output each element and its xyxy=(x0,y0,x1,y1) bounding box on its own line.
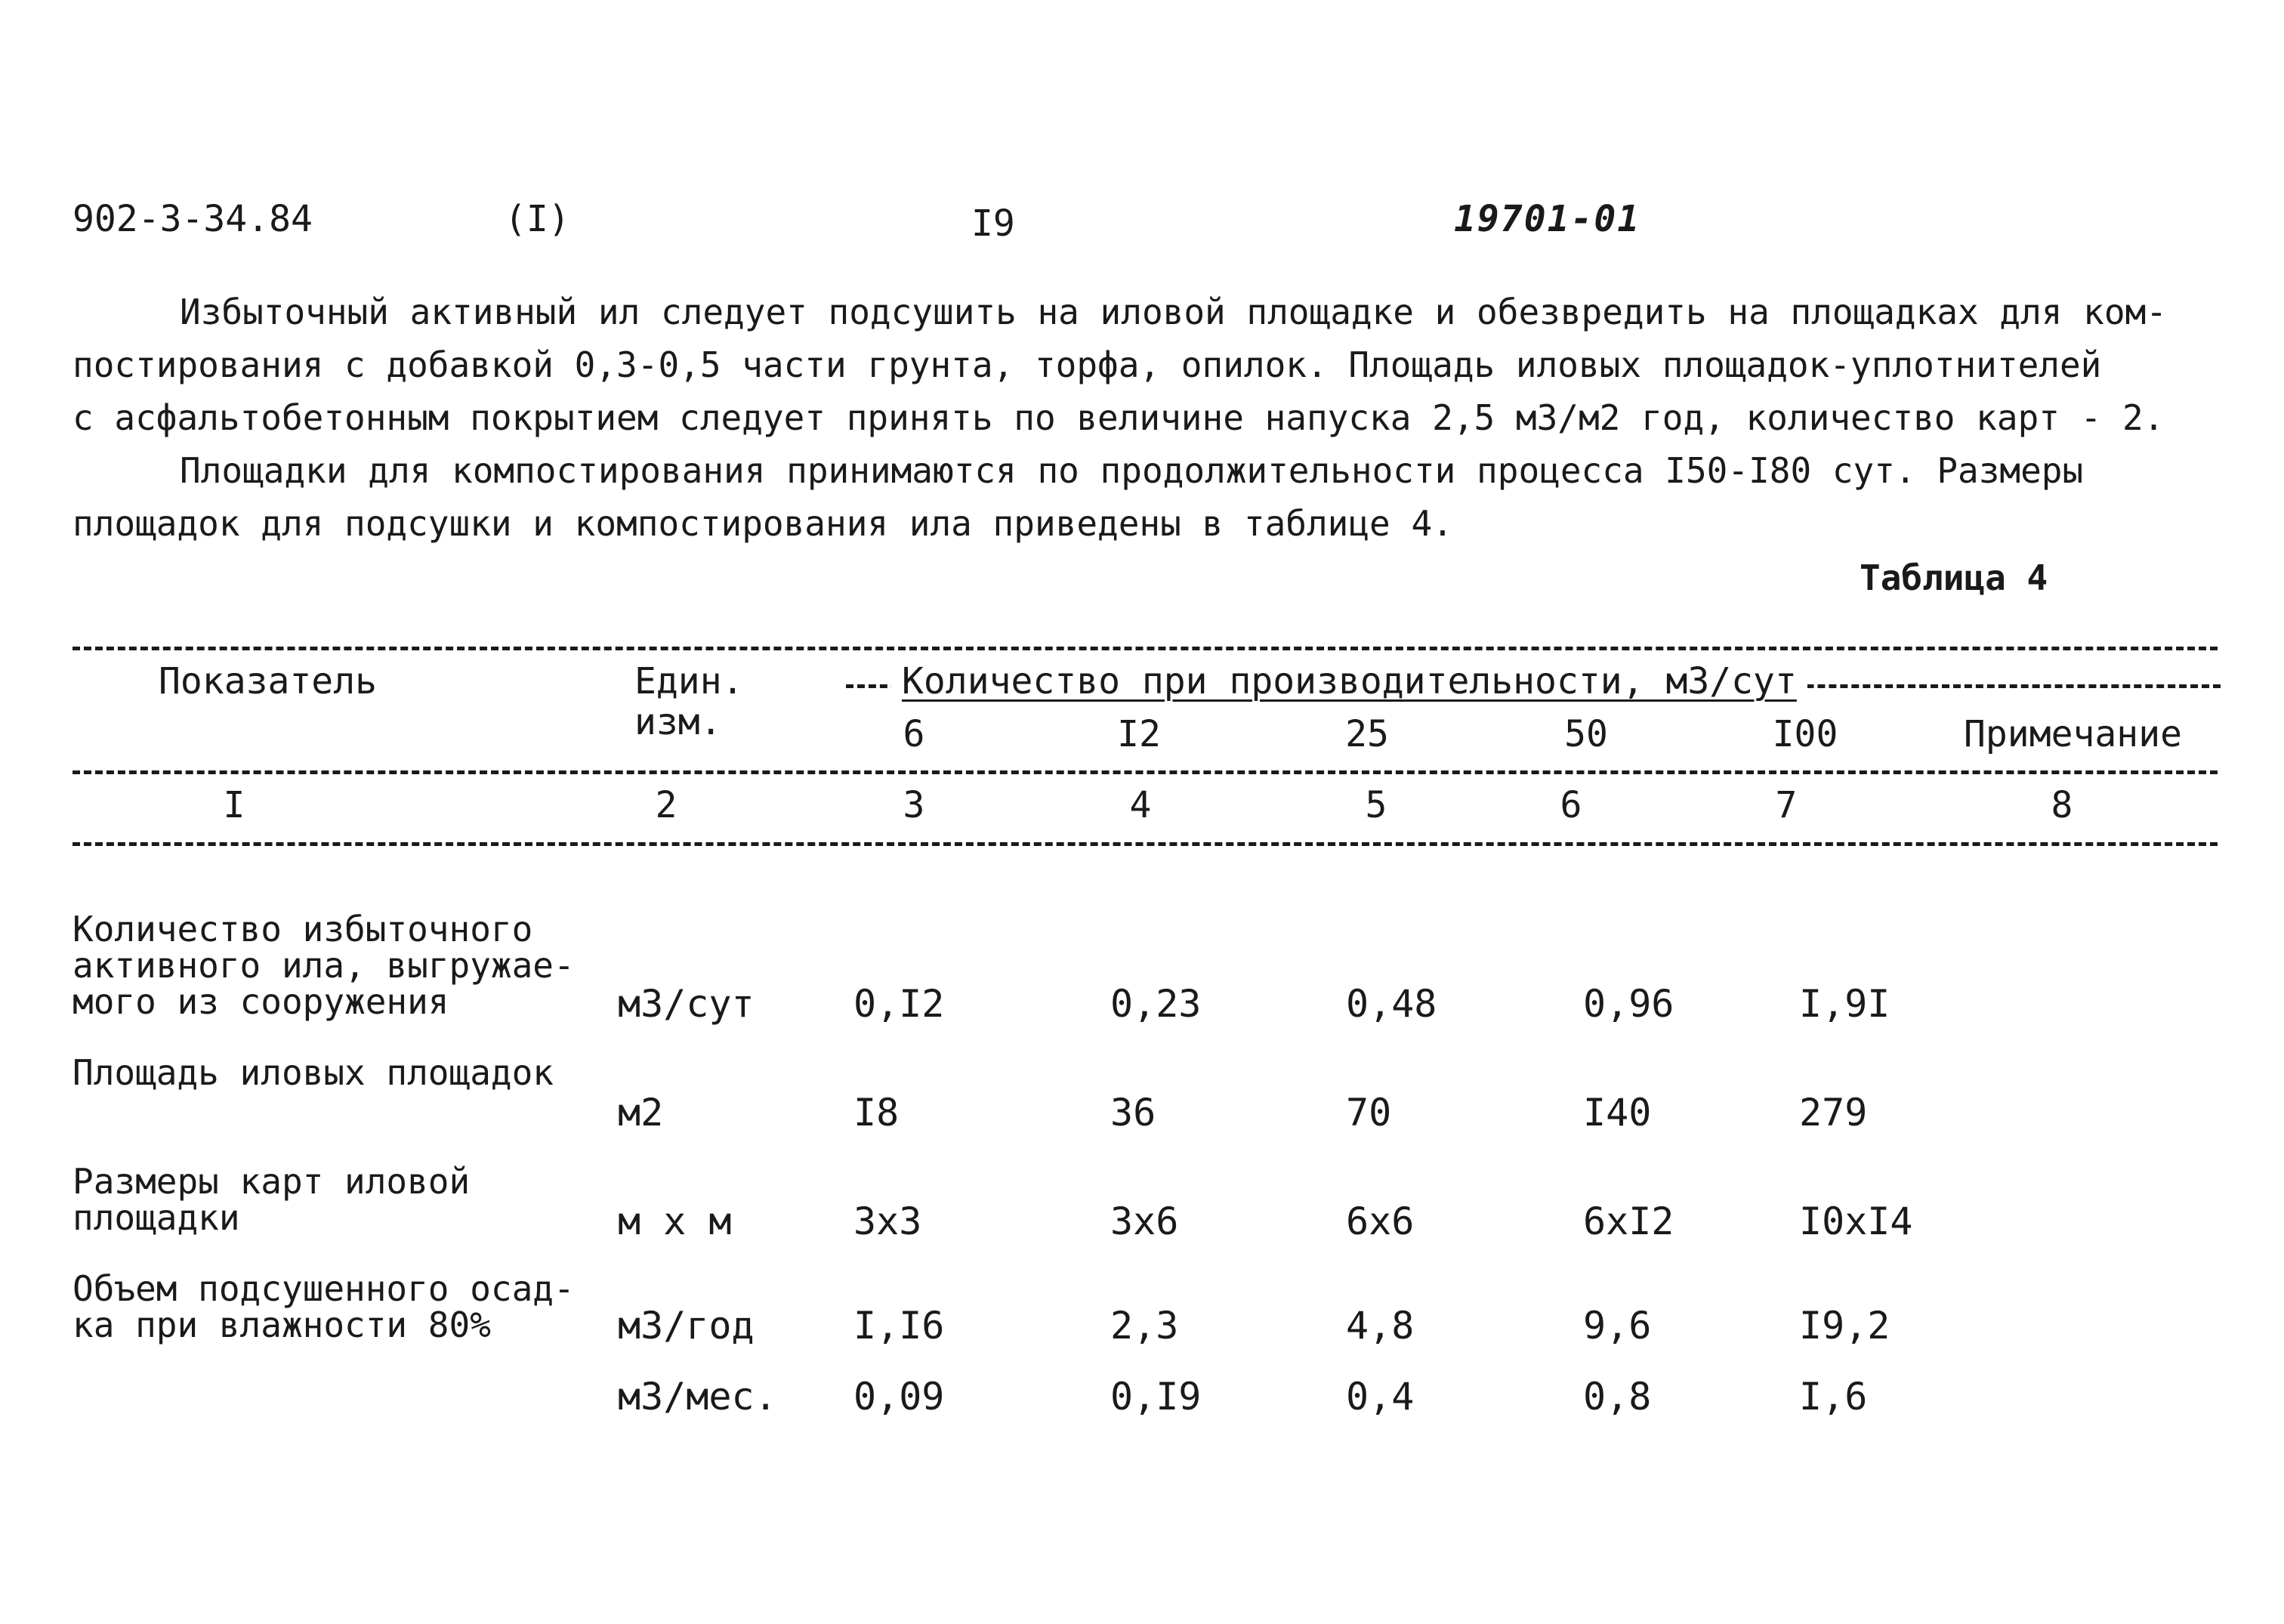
header-capacity-100: I00 xyxy=(1772,713,1838,755)
table-top-rule xyxy=(73,647,2218,650)
row-unit: м3/сут xyxy=(618,982,755,1026)
table-cell: 0,09 xyxy=(853,1375,945,1419)
header-indicator: Показатель xyxy=(159,660,377,702)
header-capacity-25: 25 xyxy=(1345,713,1389,755)
paragraph-1-line-3: с асфальтобетонным покрытием следует принять по величине напуска 2,5 м3/м2 год, количество карт - 2. xyxy=(73,397,2165,438)
column-number: I xyxy=(223,784,245,826)
header-capacity-12: I2 xyxy=(1117,713,1161,755)
table-cell: 6хI2 xyxy=(1583,1199,1674,1243)
column-number: 7 xyxy=(1775,784,1798,826)
paragraph-1-line-1: Избыточный активный ил следует подсушить на иловой площадке и обезвредить на площадках для ком- xyxy=(180,292,2167,332)
column-number: 8 xyxy=(2051,784,2073,826)
table-cell: 9,6 xyxy=(1583,1304,1652,1348)
header-unit-line-1: Един. xyxy=(634,660,744,702)
column-number: 2 xyxy=(655,784,677,826)
row-label: Количество избыточного активного ила, выгружае- мого из сооружения xyxy=(73,909,575,1022)
table-cell: 6х6 xyxy=(1346,1199,1415,1243)
table-cell: I40 xyxy=(1583,1091,1652,1135)
table-caption: Таблица 4 xyxy=(1860,557,2048,598)
table-cell: 0,I9 xyxy=(1110,1375,1202,1419)
table-cell: I0хI4 xyxy=(1799,1199,1913,1243)
table-cell: 0,48 xyxy=(1346,982,1437,1026)
table-cell: 3х6 xyxy=(1110,1199,1179,1243)
table-cell: 0,I2 xyxy=(853,982,945,1026)
row-unit: м2 xyxy=(618,1091,664,1135)
header-capacity-6: 6 xyxy=(903,713,925,755)
row-label: Размеры карт иловой площадки xyxy=(73,1161,471,1238)
table-cell: I8 xyxy=(853,1091,900,1135)
table-cell: 279 xyxy=(1799,1091,1868,1135)
stamp-number: 19701-01 xyxy=(1454,198,1641,240)
column-number: 6 xyxy=(1560,784,1582,826)
volume-number: (I) xyxy=(505,198,570,240)
table-cell: I,I6 xyxy=(853,1304,945,1348)
header-capacity-group: Количество при производительности, м3/сут xyxy=(891,660,1807,702)
table-cell: I,6 xyxy=(1799,1375,1868,1419)
column-number: 3 xyxy=(903,784,925,826)
header-capacity-50: 50 xyxy=(1564,713,1608,755)
table-cell: 0,96 xyxy=(1583,982,1674,1026)
table-cell: I,9I xyxy=(1799,982,1890,1026)
page-number: I9 xyxy=(971,202,1015,245)
row-unit: м3/год xyxy=(618,1304,755,1348)
row-label: Площадь иловых площадок xyxy=(73,1052,554,1093)
row-unit: м3/мес. xyxy=(618,1375,777,1419)
table-cell: 0,8 xyxy=(1583,1375,1652,1419)
paragraph-2-line-1: Площадки для компостирования принимаются по продолжительности процесса I50-I80 сут. Размеры xyxy=(180,450,2084,491)
doc-code: 902-3-34.84 xyxy=(73,198,313,240)
table-cell: 3х3 xyxy=(853,1199,922,1243)
table-cell: 70 xyxy=(1346,1091,1392,1135)
column-number: 4 xyxy=(1129,784,1152,826)
paragraph-1-line-2: постирования с добавкой 0,3-0,5 части грунта, торфа, опилок. Площадь иловых площадок-уплотнителей xyxy=(73,344,2102,385)
table-cell: 36 xyxy=(1110,1091,1156,1135)
table-header-rule xyxy=(73,770,2218,774)
column-number: 5 xyxy=(1365,784,1387,826)
header-unit-line-2: изм. xyxy=(634,701,722,743)
table-cell: 0,23 xyxy=(1110,982,1202,1026)
paragraph-2-line-2: площадок для подсушки и компостирования ила приведены в таблице 4. xyxy=(73,503,1453,544)
table-cell: 0,4 xyxy=(1346,1375,1415,1419)
row-unit: м х м xyxy=(618,1199,732,1243)
table-cell: 4,8 xyxy=(1346,1304,1415,1348)
header-note: Примечание xyxy=(1964,713,2182,755)
row-label: Объем подсушенного осад- ка при влажности 80% xyxy=(73,1268,575,1345)
table-cell: I9,2 xyxy=(1799,1304,1890,1348)
table-numbers-rule xyxy=(73,842,2218,846)
table-cell: 2,3 xyxy=(1110,1304,1179,1348)
